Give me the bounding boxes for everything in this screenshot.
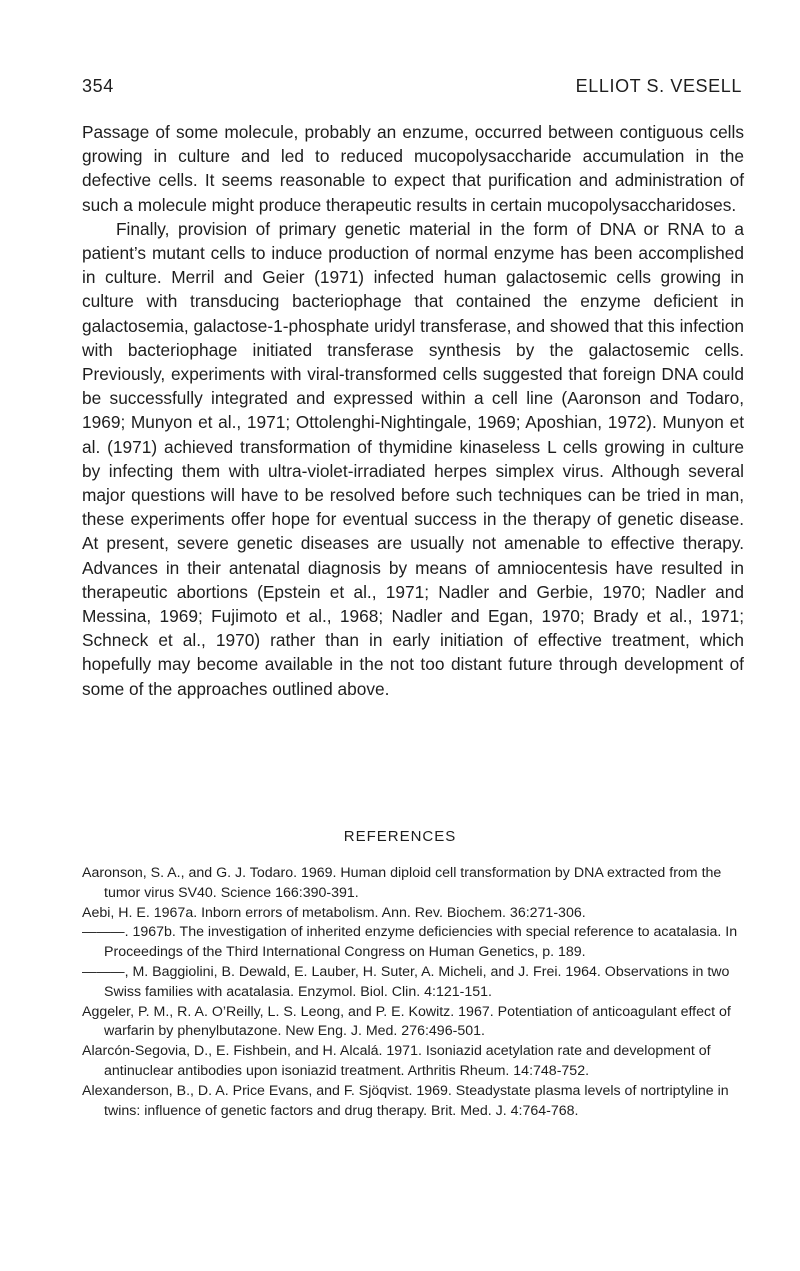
reference-item: Alarcón-Segovia, D., E. Fishbein, and H. Alcalá. 1971. Isoniazid acetylation rate and development of antinuclear antibodies upon isoniazid treatment. Arthritis Rheum. 14:748-752. xyxy=(82,1043,711,1079)
reference-item: Aggeler, P. M., R. A. O’Reilly, L. S. Leong, and P. E. Kowitz. 1967. Potentiation of anticoagulant effect of warfarin by phenylbutazone. New Eng. J. Med. 276:496-501. xyxy=(82,1003,731,1040)
reference-item: ———, M. Baggiolini, B. Dewald, E. Lauber, H. Suter, A. Micheli, and J. Frei. 1964. Observations in two Swiss families with acatalasia. Enzymol. Biol. Clin. 4:121-151. xyxy=(82,963,730,1000)
reference-item: Aaronson, S. A., and G. J. Todaro. 1969. Human diploid cell transformation by DNA extracted from the tumor virus SV40. Science 166:390-391. xyxy=(82,865,722,901)
paragraph: Finally, provision of primary genetic material in the form of DNA or RNA to a patient’s mutant cells to induce production of normal enzyme has been accomplished in culture. Merril and Geier (1971) infected human galactosemic cells growing in culture with transducing bacteriophage that contained the enzyme deficient in galactosemia, galactose-1-phosphate uridyl transferase, and showed that this infection with bacteriophage initiated transferase synthesis by the galactosemic cells. Previously, experiments with viral-transformed cells suggested that foreign DNA could be successfully integrated and expressed within a cell line (Aaronson and Todaro, 1969; Munyon et al., 1971; Ottolenghi-Nightingale, 1969; Aposhian, 1972). Munyon et al. (1971) achieved transformation of thymidine kinaseless L cells growing in culture by infecting them with ultra-violet-irradiated herpes simplex virus. Although several major questions will have to be resolved before such techniques can be tried in man, these experiments offer hope for eventual success in the therapy of genetic disease. At present, severe genetic diseases are usually not amenable to effective therapy. Advances in their antenatal diagnosis by means of amniocentesis have resulted in therapeutic abortions (Epstein et al., 1971; Nadler and Gerbie, 1970; Nadler and Messina, 1969; Fujimoto et al., 1968; Nadler and Egan, 1970; Brady et al., 1971; Schneck et al., 1970) rather than in early initiation of effective treatment, which hopefully may become available in the not too distant future through development of some of the approaches outlined above. xyxy=(82,218,744,699)
reference-list xyxy=(82,864,744,1121)
references-heading: REFERENCES xyxy=(343,828,457,845)
running-author: ELLIOT S. VESELL xyxy=(575,76,742,96)
paragraph: Passage of some molecule, probably an enzume, occurred between contiguous cells growing in culture and led to reduced mucopolysaccharide accumulation in the defective cells. It seems reasonable to expect that purification and administration of such a molecule might produce therapeutic results in certain mucopolysaccharidoses. xyxy=(82,122,744,215)
reference-item: Aebi, H. E. 1967a. Inborn errors of metabolism. Ann. Rev. Biochem. 36:271-306. xyxy=(82,904,586,921)
running-header xyxy=(82,76,742,97)
page-number: 354 xyxy=(82,76,114,96)
reference-item: Alexanderson, B., D. A. Price Evans, and F. Sjöqvist. 1969. Steadystate plasma levels of nortriptyline in twins: influence of genetic factors and drug therapy. Brit. Med. J. 4:764-768. xyxy=(82,1082,729,1119)
reference-item: ———. 1967b. The investigation of inherited enzyme deficiencies with special reference to acatalasia. In Proceedings of the Third International Congress on Human Genetics, p. 189. xyxy=(82,924,738,961)
body-text xyxy=(82,120,744,701)
